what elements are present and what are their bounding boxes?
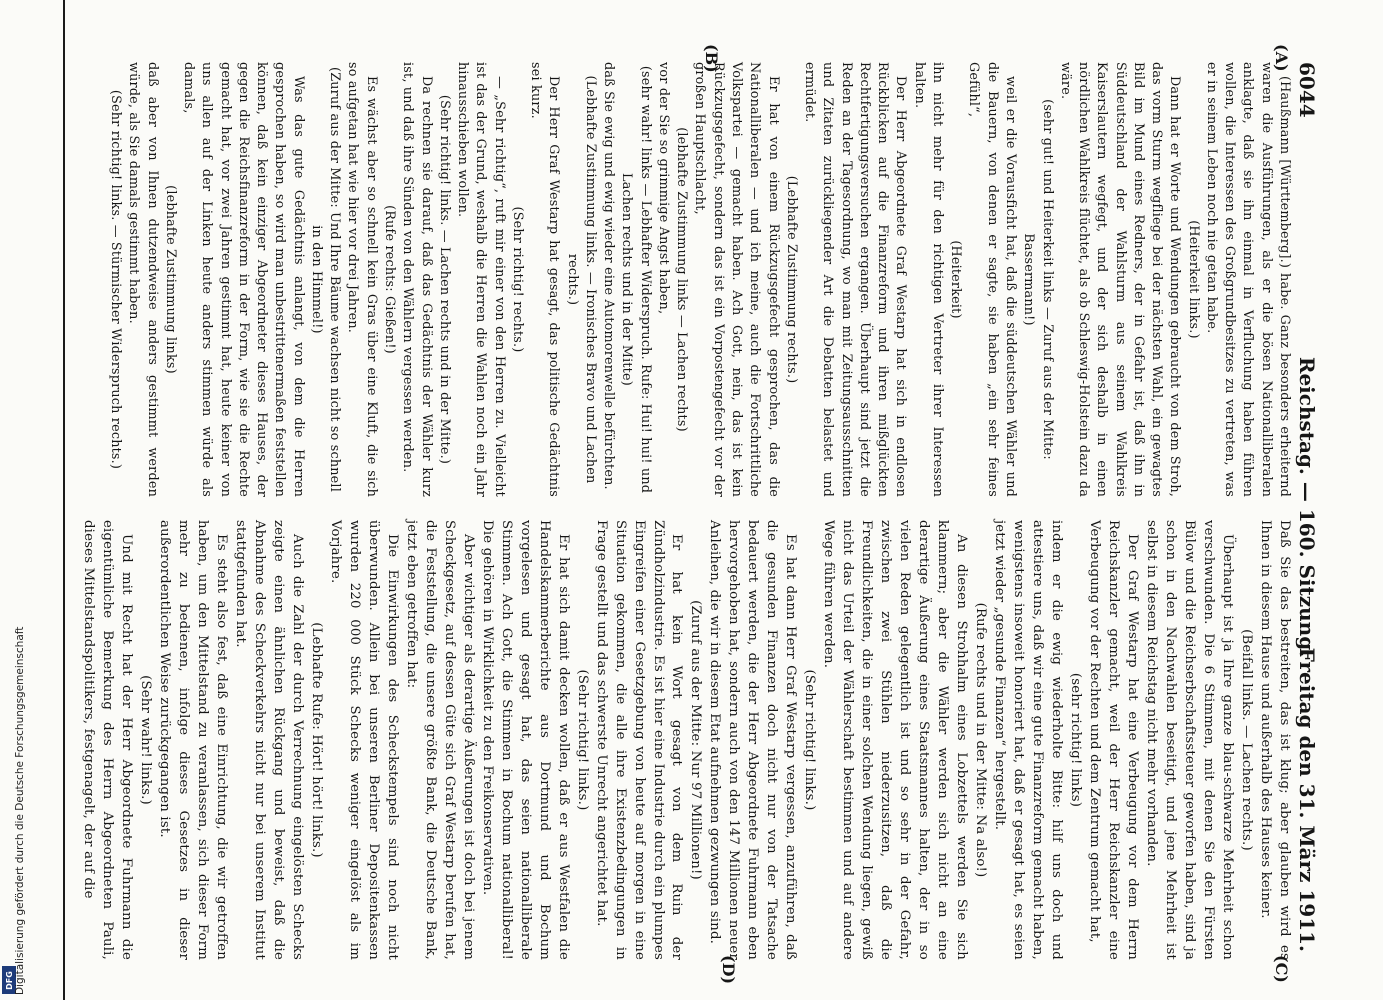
paragraph: Aber wichtiger als derartige Äußerungen ist doch bei jenem Scheckgesetz, auf dessen Güte sich Graf Westarp berufen hat, die Feststellung, die unsere größte Bank, die Deutsche Bank, jetzt eben getroffen hat: <box>403 520 476 960</box>
paragraph: Er hat sich damit decken wollen, daß er aus Westfalen die Handelskammerberichte aus Dortmund und Bochum vorgelesen und gesagt hat, das seien nationalliberale Stimmen. Ach Gott, die Stimmen in Bochum nationalliberal! Die gehören in Wirklichkeit zu den Freikonservativen. <box>479 520 571 960</box>
interjection: (sehr wahr! links — Lebhafter Widerspruch. Rufe: Hui! hui! und Lachen rechts und in der Mitte) <box>619 65 653 494</box>
paragraph: indem er die ewig wiederholte Bitte: hilf uns doch und attestiere uns, daß wir eine gute Finanzreform gemacht haben, wenigstens insoweit honoriert hat, daß er gesagt hat, es seien jetzt wieder „gesunde Finanzen“ hergestellt. <box>992 520 1065 960</box>
paragraph: Dann hat er Worte und Wendungen gebraucht von dem Stroh, das vorm Sturm wegfliege bei der nächsten Wahl, ein gewagtes Bild im Mund eines Redners, der in Gefahr ist, daß ihn in Süddeutschland der Wahlsturm aus seinem Wahlkreis Kaiserslautern wegfegt, und der sich deshalb in einen nördlichen Wahlkreis flüchtet, als ob Schleswig-Holstein dazu da wäre. <box>1057 62 1183 497</box>
paragraph: An diesen Strohhalm eines Lobzettels werden Sie sich klammern; aber die Wähler werden sich nicht an eine derartige Äußerung eines Staatsmannes halten, der in so vielen Reden gelegentlich ist und so sehr in der Gefahr, zwischen zwei Stühlen niederzusitzen, daß die Freundlichkeiten, die in einer solchen Wendung liegen, gewiß nicht das Urteil der Wählerschaft bestimmen und auf andere Wege führen werden. <box>821 520 970 960</box>
paragraph: weil er die Vorausficht hat, daß die süddeutschen Wähler und die Bauern, von denen er sagte, sie haben „ein sehr feines Gefühl“, <box>966 62 1019 497</box>
paragraph: Der Herr Graf Westarp hat gesagt, das politische Gedächtnis sei kurz. <box>528 62 562 497</box>
column-divider <box>63 0 65 1000</box>
interjection: (Sehr wahr! links.) <box>137 675 153 805</box>
paragraph: Auch die Zahl der durch Verrechnung eingelösten Schecks zeigte einen ähnlichen Rückgang und beweist, daß die Abnahme des Scheckverkehrs nicht nur bei unserem Institut stattgefunden hat. <box>232 520 305 960</box>
paragraph: Es hat dann Herr Graf Westarp vergessen, anzuführen, daß die gesunden Finanzen doch nicht nur von der Tatsache bedauert werden, die der Herr Abgeordnete Fuhrmann eben hervorgehoben hat, sondern auch von den 147 Millionen neuer Anleihen, die wir in diesem Etat aufnehmen gezwungen sind. <box>707 520 799 960</box>
right-column <box>78 520 1293 960</box>
interjection: (Rufe rechts: Gießen!) <box>381 205 397 354</box>
paragraph: ihn nicht mehr für den richtigen Vertreter ihrer Interessen halten. <box>911 62 945 497</box>
interjection: (Sehr richtig! links. — Lachen rechts und in der Mitte.) <box>436 94 452 465</box>
interjection: (Rufe rechts und in der Mitte: Na also!) <box>973 602 989 878</box>
paragraph: — „Sehr richtig“, ruft mir einer von den Herren zu. Vielleicht ist das der Grund, weshalb die Herren die Wahlen noch ein Jahr hinausschieben wollen. <box>455 62 507 497</box>
interjection: (sehr gut! und Heiterkeit links — Zuruf aus der Mitte: Bassermann!) <box>1021 99 1055 460</box>
paragraph: Es steht also fest, daß eine Einrichtung, die wir getroffen haben, um den Mittelstand zu veranlassen, sich dieser Form mehr zu bedienen, infolge dieses Gesetzes in dieser außerordentlichen Weise zurückgegangen ist. <box>156 520 229 960</box>
paragraph: Der Herr Abgeordnete Graf Westarp hat sich in endlosen Rückblicken auf die Finanzreform und ihren mißglückten Rechtfertigungsversuchen ergangen. Überhaupt sind jetzt die Reden an der Tagesordnung, wo man mit Zeitungsausschnitten und Zitaten zurückliegender Art die Debatten belastet und ermüdet. <box>802 62 909 497</box>
paragraph: vor der Sie so grimmige Angst haben, <box>655 62 671 315</box>
paragraph: Es wächst aber so schnell kein Gras über eine Kluft, die sich so aufgetan hat wie hier vor drei Jahren. <box>345 62 379 497</box>
session-date: Freitag den 31. März 1911. <box>1295 647 1319 952</box>
margin-marker-c: (C) <box>1272 955 1291 983</box>
paragraph: (Haußmann [Württemberg].) habe. Ganz besonders erheiternd waren die Ausführungen, als er die bösen Nationalliberalen anklagte, daß sie ihn einmal in Verfluchung haben führen wollen, die Interessen des Großgrundbesitzes zu vertreten, was er in seinem Leben noch nie getan habe. <box>1203 62 1292 497</box>
interjection: (Sehr richtig! rechts.) <box>509 206 525 353</box>
interjection: (Beifall links. — Lachen rechts.) <box>1239 629 1255 851</box>
margin-marker-d: (D) <box>719 955 738 985</box>
paragraph: Die Einwirkungen des Scheckstempels sind noch nicht überwunden. Allein bei unseren Berliner Depositenkassen wurden 220 000 Stück Schecks weniger eingelöst als im Vorjahre. <box>327 520 400 960</box>
interjection: (lebhafte Zustimmung links) <box>162 185 178 374</box>
page-title: Reichstag. — 160. Sitzung. <box>1295 356 1319 658</box>
interjection: (Sehr richtig! links.) <box>574 669 590 811</box>
dfg-logo: DFG <box>2 966 16 994</box>
paragraph: Daß Sie das bestreiten, das ist klug; aber glauben wird es Ihnen in diesem Hause und außerhalb des Hauses keiner. <box>1258 520 1292 960</box>
margin-marker-a: (A) <box>1272 44 1291 72</box>
interjection: (Heiterkeit links.) <box>1185 220 1201 339</box>
interjection: (Zuruf aus der Mitte: Und Ihre Bäume wachsen nicht so schnell in den Himmel!) <box>308 67 343 492</box>
page-number: 6044 <box>1295 62 1319 118</box>
left-column <box>106 62 1293 497</box>
interjection: (Zuruf aus der Mitte: Nur 97 Millionen!) <box>688 600 704 880</box>
digitization-credit: Digitalisierung gefördert durch die Deutsche Forschungsgemeinschaft <box>14 626 26 995</box>
page-header <box>1291 62 1319 952</box>
paragraph: Er hat von einem Rückzugsgefecht gesprochen, das die Nationalliberalen — und ich meine, auch die Fortschrittliche Volkspartei — gemacht haben. Ach Gott, nein, das ist kein Rückzugsgefecht, sondern das ist ein Vorpostengefecht vor der großen Hauptschlacht, <box>692 62 781 497</box>
paragraph: Er hat kein Wort gesagt von dem Ruin der Zündholzindustrie. Es ist hier eine Industrie durch ein plumpes Eingreifen einer Gesetzgebung von heute auf morgen in eine Situation gekommen, die alle ihre Existenzbedingungen in Frage gestellt und das schwerste Unrecht angerichtet hat. <box>593 520 685 960</box>
interjection: (lebhafte Zustimmung links — Lachen rechts) <box>674 127 690 432</box>
interjection: (Heiterkeit) <box>948 240 964 319</box>
margin-marker-b: (B) <box>702 44 721 73</box>
paragraph: daß Sie ewig und ewig wieder eine Automorenwelle befürchten. <box>601 62 617 490</box>
interjection: (Lebhafte Zustimmung links. — Ironisches Bravo und Lachen rechts.) <box>564 75 598 484</box>
interjection: (Sehr richtig! links. — Stürmischer Widerspruch rechts.) <box>108 89 123 470</box>
paragraph: Der Graf Westarp hat eine Verbeugung vor dem Herrn Reichskanzler gemacht, weil der Herr Reichskanzler eine Verbeugung vor der Rechten und dem Zentrum gemacht hat, <box>1087 520 1141 960</box>
interjection: (Lebhafte Rufe: Hört! hört! links.) <box>308 622 324 858</box>
interjection: (Sehr richtig! links.) <box>802 669 818 811</box>
paragraph: daß aber von Ihnen dutzendweise anders gestimmt werden würde, als Sie damals gestimmt haben. <box>126 62 160 497</box>
interjection: (Lebhafte Zustimmung rechts.) <box>783 175 799 384</box>
paragraph: Da rechnen sie darauf, daß das Gedächtnis der Wähler kurz ist, und daß ihre Sünden von den Wählern vergessen werden. <box>400 62 434 497</box>
paragraph: Überhaupt ist ja Ihre ganze blau-schwarze Mehrheit schon verschwunden. Die 6 Stimmen, mit denen Sie den Fürsten Bülow und die Reichserbschaftssteuer geworfen haben, sind ja schon in den Nachwahlen beseitigt, und jene Mehrheit ist selbst in diesem Reichstag nicht mehr vorhanden. <box>1144 520 1236 960</box>
paragraph: Was das gute Gedächtnis anlangt, von dem die Herren gesprochen haben, so wird man unbestrittenermaßen feststellen können, daß kein einziger Abgeordneter dieses Hauses, der gegen die Reichsfinanzreform in der Form, wie sie die Rechte gemacht hat, vor zwei Jahren gestimmt hat, heute keiner von uns allen auf der Linken heute anders stimmen würde als damals, <box>181 62 306 497</box>
paragraph: Und mit Recht hat der Herr Abgeordnete Fuhrmann die eigentümliche Bemerkung des Herrn Abgeordneten Pauli, dieses Mittelstandspolitikers, festgenagelt, der auf die <box>80 520 134 960</box>
interjection: (sehr richtig! links) <box>1068 672 1084 808</box>
